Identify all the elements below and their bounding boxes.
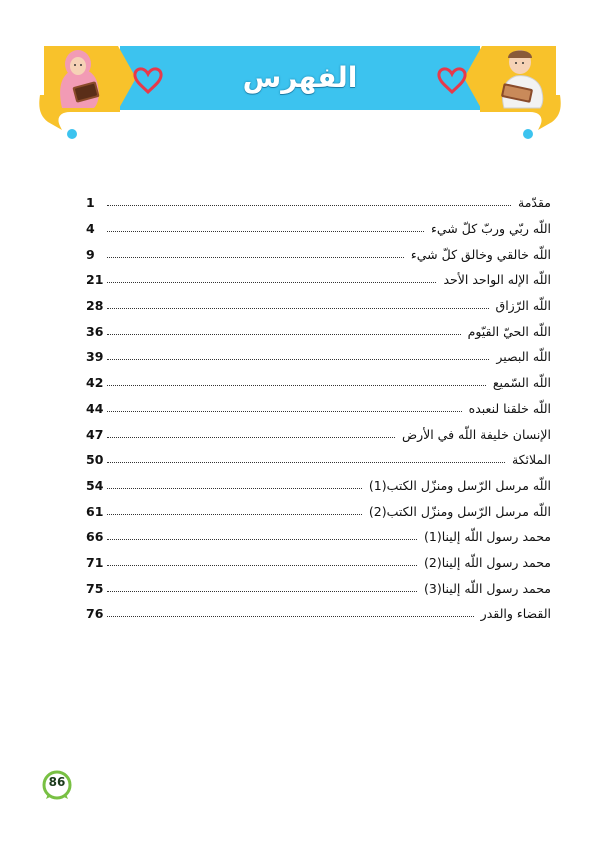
toc-entry [86, 190, 551, 216]
toc-dot-leader [107, 257, 404, 258]
toc-entry-page: 44 [86, 400, 104, 416]
toc-entry-page: 21 [86, 272, 104, 288]
toc-entry-page: 50 [86, 452, 104, 468]
toc-dot-leader [107, 334, 461, 335]
toc-entry-title: محمد رسول اللّه إلينا(2) [424, 554, 551, 570]
toc-entry-page: 66 [86, 529, 104, 545]
toc-entry [86, 550, 551, 576]
toc-entry [86, 267, 551, 293]
toc-dot-leader [107, 539, 417, 540]
toc-entry-title: اللّه خلقنا لنعبده [468, 400, 551, 416]
toc-entry [86, 344, 551, 370]
toc-entry [86, 318, 551, 344]
toc-entry-page: 54 [86, 477, 104, 493]
toc-entry-page: 71 [86, 554, 104, 570]
toc-entry-title: اللّه الحيّ القيّوم [467, 323, 551, 339]
toc-entry-page: 75 [86, 580, 104, 596]
toc-dot-leader [107, 591, 417, 592]
toc-dot-leader [107, 616, 474, 617]
toc-dot-leader [107, 205, 511, 206]
page-number: 86 [48, 775, 66, 789]
toc-entry-title: اللّه الرّزاق [495, 298, 551, 314]
toc-dot-leader [107, 514, 362, 515]
toc-entry [86, 447, 551, 473]
toc-entry-page: 39 [86, 349, 104, 365]
toc-entry [86, 498, 551, 524]
toc-entry-title: اللّه البصير [496, 349, 551, 365]
toc-entry-title: الإنسان خليفة اللّه في الأرض [401, 426, 551, 442]
toc-entry-title: اللّه السّميع [492, 375, 551, 391]
toc-entry-title: مقدّمة [518, 195, 551, 211]
toc-entry [86, 473, 551, 499]
toc-entry [86, 601, 551, 627]
toc-entry [86, 396, 551, 422]
toc-dot-leader [107, 488, 362, 489]
toc-dot-leader [107, 282, 436, 283]
toc-entry-title: اللّه مرسل الرّسل ومنزّل الكتب(1) [368, 477, 551, 493]
page-title: الفهرس [242, 61, 358, 94]
table-of-contents [86, 190, 551, 627]
toc-entry [86, 370, 551, 396]
toc-dot-leader [107, 411, 462, 412]
toc-dot-leader [107, 359, 489, 360]
toc-entry-title: القضاء والقدر [480, 606, 551, 622]
toc-entry-title: محمد رسول اللّه إلينا(3) [424, 580, 551, 596]
toc-entry [86, 524, 551, 550]
toc-entry [86, 421, 551, 447]
toc-dot-leader [107, 385, 486, 386]
toc-entry-title: اللّه خالقي وخالق كلّ شيء [410, 246, 551, 262]
toc-entry-page: 76 [86, 606, 104, 622]
toc-entry-page: 61 [86, 503, 104, 519]
toc-entry [86, 293, 551, 319]
toc-entry-page: 4 [86, 221, 95, 237]
toc-dot-leader [107, 231, 424, 232]
toc-entry [86, 575, 551, 601]
toc-entry-page: 42 [86, 375, 104, 391]
toc-dot-leader [107, 437, 395, 438]
toc-entry-title: الملائكة [511, 452, 551, 468]
toc-entry-title: اللّه الإله الواحد الأحد [443, 272, 551, 288]
toc-entry-title: اللّه مرسل الرّسل ومنزّل الكتب(2) [368, 503, 551, 519]
toc-entry-page: 9 [86, 246, 95, 262]
toc-dot-leader [107, 308, 489, 309]
toc-entry-title: محمد رسول اللّه إلينا(1) [424, 529, 551, 545]
toc-entry-page: 28 [86, 298, 104, 314]
toc-entry-page: 47 [86, 426, 104, 442]
toc-dot-leader [107, 565, 417, 566]
toc-entry [86, 241, 551, 267]
toc-dot-leader [107, 462, 505, 463]
toc-entry-page: 36 [86, 323, 104, 339]
toc-entry-page: 1 [86, 195, 95, 211]
toc-entry-title: اللّه ربّي وربّ كلّ شيء [431, 221, 551, 237]
toc-entry [86, 216, 551, 242]
